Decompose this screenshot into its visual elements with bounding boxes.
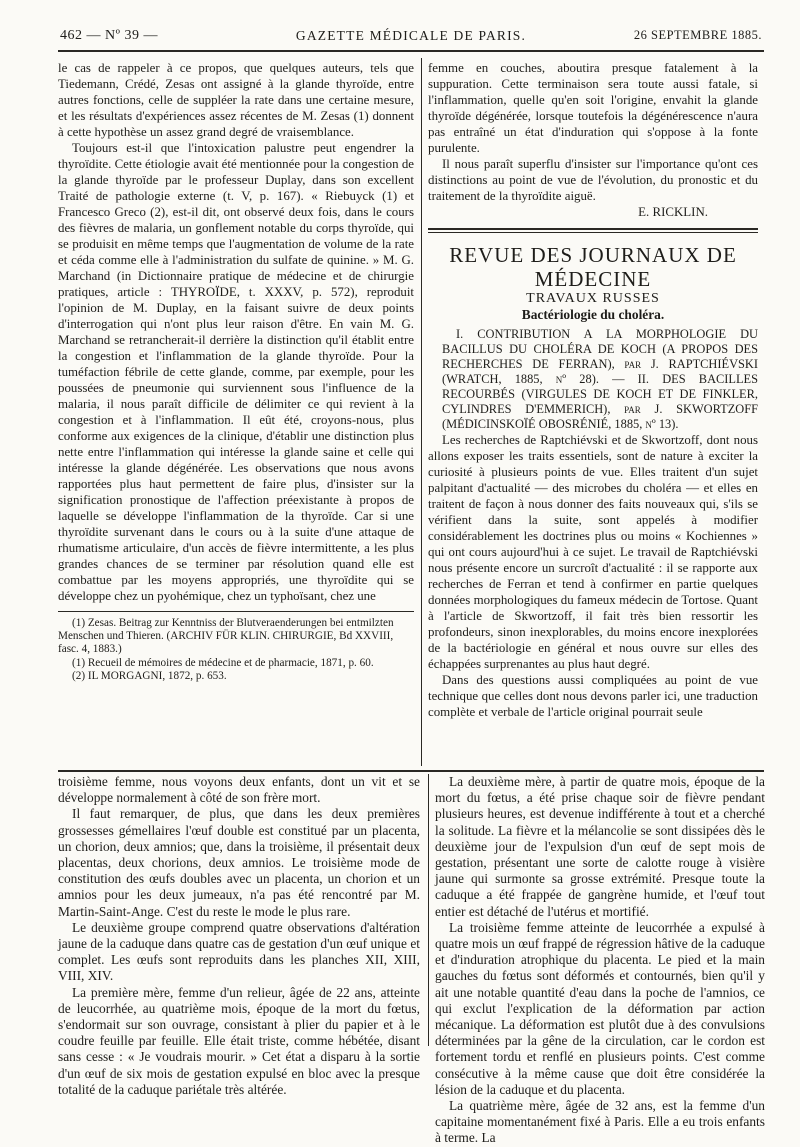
author-signature: E. RICKLIN.	[638, 205, 708, 219]
lower-left-paragraph-1: troisième femme, nous voyons deux enfants, dont un vit et se développe normalement à côté de son frère mort.	[58, 774, 420, 806]
right-column-top	[428, 60, 758, 720]
citation: I. CONTRIBUTION A LA MORPHOLOGIE DU BACILLUS DU CHOLÉRA DE KOCH (A PROPOS DES RECHERCHES DE FERRAN), par J. RAPTCHIÉVSKI (WRATCH, 1885, nº 28). — II. DES BACILLES RECOURBÉS (VIRGULES DE KOCH ET DE FINKLER, CYLINDRES D'EMMERICH), par J. SKWORTZOFF (MÉDICINSKOÏÉ OBOSRÉNIÉ, 1885, nº 13).	[442, 327, 758, 431]
lower-left-paragraph-2: Il faut remarquer, de plus, que dans les deux premières grossesses gémellaires l'œuf double est constitué par un placenta, un chorion, deux amnios; que, dans la troisième, il présentait deux placentas, deux chorions, deux amnios. Le troisième mode de constitution des œufs doubles avec un placenta, un chorion et un amnios pour les deux jumeaux, n'a pas été rencontré par M. Martin-Saint-Ange. C'est du reste le mode le plus rare.	[58, 806, 420, 919]
right-paragraph-1: femme en couches, aboutira presque fatalement à la suppuration. Cette terminaison sera toute aussi fatale, si l'inflammation, quelle qu'en soit l'origine, envahit la glande thyroïde dégénérée, lorsque toutefois la dégénérescence n'aura pas entraîné un état d'induration qui s'oppose à la fonte purulente.	[428, 61, 758, 155]
lower-right-paragraph-1: La deuxième mère, à partir de quatre mois, époque de la mort du fœtus, a été prise chaque soir de fièvre pendant plusieurs heures, est devenue indifférente à tout et a cherché la solitude. La fièvre et la mélancolie se sont dissipées dès le deuxième jour de l'expulsion d'un œuf de sept mois de gestation, présentant une sorte de calotte rouge à visière jaune qui surmonte sa grosse extrémité. Presque toute la caduque a été frappée de gangrène humide, et l'œuf tout entier est détaché de l'utérus et mortifié.	[435, 774, 765, 919]
right-column-bottom	[435, 774, 765, 1147]
lower-right-paragraph-2: La troisième femme atteinte de leucorrhée a expulsé à quatre mois un œuf frappé de régression hâtive de la caduque et d'induration atrophique du placenta. Le pied et la main gauches du fœtus sont déformés et contournés, bien qu'il y ait une notable quantité d'eau dans la poche de l'amnios, ce qui exclut l'explication de la déformation par action mécanique. La déformation est plutôt due à des convulsions déterminées par la gêne de la circulation, car le cordon est fortement tordu et renflé en plusieurs points. C'est comme consécutive à la même cause que doit être considérée la lésion de la caduque et du placenta.	[435, 919, 765, 1097]
left-column-top	[58, 60, 414, 683]
left-paragraph-1: le cas de rappeler à ce propos, que quelques auteurs, tels que Tiedemann, Crédé, Zesas ont assigné à la glande thyroïde, entre autres fonctions, celle de suppléer la rate dans une certaine mesure, et les résultats d'expériences assez récentes de M. Zesas (1) donnent à cette hypothèse un assez grand degré de vraisemblance.	[58, 61, 414, 139]
review-subtitle: TRAVAUX RUSSES	[526, 291, 660, 306]
page-header	[60, 24, 762, 46]
lower-left-paragraph-3: Le deuxième groupe comprend quatre observations d'altération jaune de la caduque dans quatre cas de gestation d'un œuf unique et complet. Les œufs sont reproduits dans les planches XII, XIII, VIII, XIV.	[58, 919, 420, 984]
footnote-3: (2) IL MORGAGNI, 1872, p. 653.	[72, 669, 227, 682]
issue-date: 26 SEPTEMBRE 1885.	[633, 28, 762, 42]
header-rule	[58, 50, 764, 52]
review-title: REVUE DES JOURNAUX DE MÉDECINE	[449, 243, 737, 291]
section-rule-thick	[428, 228, 758, 230]
page-number: 462 — Nº 39 —	[60, 28, 158, 43]
column-divider-bottom	[428, 774, 429, 1046]
column-divider-top	[421, 58, 422, 766]
section-rule-thin	[428, 232, 758, 233]
lower-left-paragraph-4: La première mère, femme d'un relieur, âgée de 22 ans, atteinte de leucorrhée, au quatrième mois, époque de la mort du fœtus, s'endormait sur son ouvrage, consistant à plier du papier et à le coudre feuille par feuille. Elle était triste, comme hébétée, disant sans cesse : « Je voudrais mourir. » Cet état a disparu à la sortie d'un œuf de six mois de gestation expulsé en bloc avec la presque totalité de la caduque pariétale très altérée.	[58, 984, 420, 1097]
journal-title: GAZETTE MÉDICALE DE PARIS.	[295, 28, 527, 43]
section-title: Bactériologie du choléra.	[521, 307, 665, 322]
left-column-bottom	[58, 774, 420, 1098]
left-paragraph-2: Toujours est-il que l'intoxication palustre peut engendrer la thyroïdite. Cette étiologie avait été mentionnée pour la congestion de la glande thyroïde par le professeur Duplay, dans son excellent Traité de pathologie externe (t. V, p. 167). « Riebuyck (1) et Francesco Greco (2), est-il dit, ont observé deux fois, dans le cours des fièvres de malaria, un gonflement notable du corps thyroïde, qui se produisit en même temps que l'augmentation de volume de la rate et céda comme elle à l'administration du sulfate de quinine. » M. G. Marchand (in Dictionnaire pratique de médecine et de chirurgie pratiques, article : THYROÏDE, t. XXXV, p. 572), reproduit l'opinion de M. Duplay, en la faisant suivre de deux points d'interrogation qui n'ont plus leur raison d'être. En vain M. G. Marchand se retrancherait-il derrière la distinction qu'il établit entre la congestion et l'inflammation de la glande thyroïde. Pour la tuméfaction fébrile de cette glande, comme, par exemple, pour les poussées de pneumonie qui surviennent sous l'influence de la malaria, il nous paraît difficile de délimiter ce qui revient à la congestion et à l'inflammation. Il eût été, croyons-nous, plus conforme aux exigences de la clinique, d'établir une distinction plus nette entre l'inflammation qui intéresse la glande saine et celle qui intéresse la glande dégénérée. Les observations que nous avons rapportées plus haut permettent de faire plus, d'insister sur la signification pronostique de l'affection préexistante à propos de laquelle se développe l'inflammation de la thyroïde. Car si une thyroïdite survenant dans le cours ou à la suite d'une attaque de rhumatisme articulaire, d'un accès de fièvre intermittente, a les plus grandes chances de se terminer par résolution quand elle est combattue par les moyens appropriés, une thyroïdite qui se développe chez un pyohémique, chez un typhoïsant, chez une	[58, 141, 414, 603]
middle-rule	[58, 770, 764, 772]
lower-right-paragraph-3: La quatrième mère, âgée de 32 ans, est la femme d'un capitaine momentanément fixé à Paris. Elle a eu trois enfants à terme. La	[435, 1098, 765, 1146]
footnote-1: (1) Zesas. Beitrag zur Kenntniss der Blutveraenderungen bei entmilzten Menschen und Thieren. (ARCHIV FÜR KLIN. CHIRURGIE, Bd XXVIII, fasc. 4, 1883.)	[58, 617, 394, 656]
right-body-1: Les recherches de Raptchiévski et de Skwortzoff, dont nous allons exposer les traits essentiels, sont de nature à exciter la curiosité à plusieurs points de vue. Elles traitent d'un sujet palpitant d'actualité — des microbes du choléra — et elles en traitent de façon à nous donner des faits nouveaux qui, s'ils se vérifient dans la suite, sont appelés à modifier considérablement les doctrines plus ou moins « Kochiennes » qui ont cours aujourd'hui à ce sujet. Le travail de Raptchiévski nous présente encore un surcroît d'actualité : il se rapporte aux recherches de Ferran et tend à confirmer en partie quelques données morphologiques du fameux médecin de Tortose. Quant à l'article de Skwortzoff, il fait très bien ressortir les profondeurs, sinon inexplorables, du moins encore inexplorées de la bactériologie en général et nous ouvre sur elles des échappées surprenantes au plus haut degré.	[428, 433, 758, 671]
right-body-2: Dans des questions aussi compliquées au point de vue technique que celles dont nous devons parler ici, une traduction complète et verbale de l'article original pourrait seule	[428, 673, 758, 719]
right-paragraph-2: Il nous paraît superflu d'insister sur l'importance qu'ont ces distinctions au point de vue de l'évolution, du pronostic et du traitement de la thyroïdite aiguë.	[428, 157, 758, 203]
footnote-rule	[58, 611, 414, 612]
footnote-2: (1) Recueil de mémoires de médecine et de pharmacie, 1871, p. 60.	[72, 656, 374, 669]
